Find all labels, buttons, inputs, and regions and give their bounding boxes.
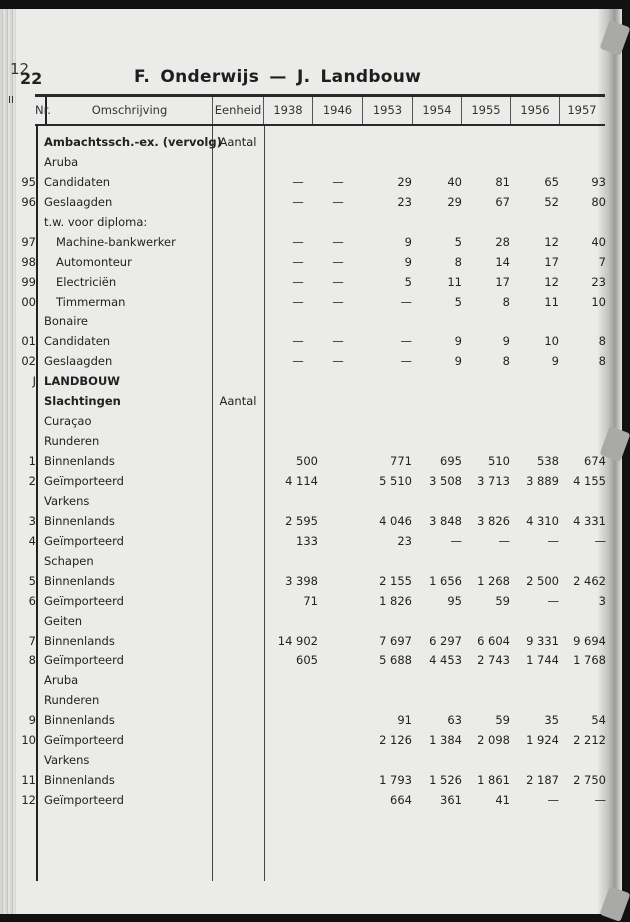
cell-1955: 1 861 bbox=[477, 773, 510, 788]
row-description: Binnenlands bbox=[44, 713, 115, 728]
cell-1938: 4 114 bbox=[285, 473, 318, 488]
cell-1938: 71 bbox=[303, 593, 318, 608]
cell-1938: — bbox=[292, 234, 304, 249]
row-number: 3 bbox=[28, 513, 36, 528]
row-description: Bonaire bbox=[44, 314, 89, 329]
cell-1957: 674 bbox=[584, 454, 606, 469]
cell-1953: 23 bbox=[397, 194, 412, 209]
header-year-1957: 1957 bbox=[567, 103, 597, 117]
table-row bbox=[0, 451, 612, 471]
cell-1954: 29 bbox=[447, 194, 462, 209]
cell-1956: 4 310 bbox=[526, 513, 559, 528]
cell-1946: — bbox=[332, 194, 344, 209]
table-row bbox=[0, 152, 612, 172]
cell-1954: 6 297 bbox=[429, 633, 462, 648]
row-number: 96 bbox=[21, 194, 36, 209]
cell-1956: 17 bbox=[544, 254, 559, 269]
table-row bbox=[0, 192, 612, 212]
row-description: Aruba bbox=[44, 673, 79, 688]
row-description: Geïmporteerd bbox=[44, 533, 124, 548]
row-description: Binnenlands bbox=[44, 513, 115, 528]
row-description: Geslaagden bbox=[44, 354, 113, 369]
cell-1953: 5 bbox=[404, 274, 412, 289]
cell-1954: 95 bbox=[447, 593, 462, 608]
row-description: Slachtingen bbox=[44, 394, 121, 409]
table-row bbox=[0, 252, 612, 272]
row-description: Varkens bbox=[44, 753, 90, 768]
cell-1954: 63 bbox=[447, 713, 462, 728]
cell-1955: 3 713 bbox=[477, 473, 510, 488]
cell-1955: 28 bbox=[495, 234, 510, 249]
cell-1946: — bbox=[332, 174, 344, 189]
cell-1938: — bbox=[292, 334, 304, 349]
row-description: Varkens bbox=[44, 493, 90, 508]
cell-1938: 3 398 bbox=[285, 573, 318, 588]
row-number: 98 bbox=[21, 254, 36, 269]
row-description: Machine-bankwerker bbox=[56, 234, 176, 249]
row-number: 01 bbox=[21, 334, 36, 349]
table-row bbox=[0, 391, 612, 411]
cell-1938: 605 bbox=[296, 653, 318, 668]
table-row bbox=[0, 790, 612, 810]
row-number: 10 bbox=[21, 733, 36, 748]
cell-1938: 14 902 bbox=[277, 633, 318, 648]
cell-1957: 93 bbox=[591, 174, 606, 189]
row-description: Geïmporteerd bbox=[44, 473, 124, 488]
cell-1957: 2 750 bbox=[573, 773, 606, 788]
cell-1954: 361 bbox=[440, 793, 462, 808]
cell-1955: 8 bbox=[502, 294, 510, 309]
cell-1957: 2 212 bbox=[573, 733, 606, 748]
cell-1956: 11 bbox=[544, 294, 559, 309]
table-row bbox=[0, 471, 612, 491]
cell-1954: 5 bbox=[454, 294, 462, 309]
row-number: 1 bbox=[28, 454, 36, 469]
cell-1955: 81 bbox=[495, 174, 510, 189]
cell-1957: 54 bbox=[591, 713, 606, 728]
row-description: Geiten bbox=[44, 613, 83, 628]
table-row bbox=[0, 172, 612, 192]
row-number: 2 bbox=[28, 473, 36, 488]
cell-1955: 2 743 bbox=[477, 653, 510, 668]
row-description: Geslaagden bbox=[44, 194, 113, 209]
cell-1954: 695 bbox=[440, 454, 462, 469]
row-description: Binnenlands bbox=[44, 454, 115, 469]
cell-1954: 1 526 bbox=[429, 773, 462, 788]
table-header-row bbox=[0, 97, 612, 124]
cell-1955: 17 bbox=[495, 274, 510, 289]
cell-1946: — bbox=[332, 274, 344, 289]
cell-1938: — bbox=[292, 254, 304, 269]
row-number: 6 bbox=[28, 593, 36, 608]
row-number: 9 bbox=[28, 713, 36, 728]
cell-1955: 67 bbox=[495, 194, 510, 209]
cell-1938: 500 bbox=[296, 454, 318, 469]
table-row bbox=[0, 132, 612, 152]
row-number: 97 bbox=[21, 234, 36, 249]
cell-1954: 11 bbox=[447, 274, 462, 289]
document-page bbox=[0, 9, 612, 914]
cell-1955: 59 bbox=[495, 713, 510, 728]
cell-1953: 7 697 bbox=[379, 633, 412, 648]
cell-1946: — bbox=[332, 254, 344, 269]
row-number: 95 bbox=[21, 174, 36, 189]
header-nr: Nr. bbox=[35, 97, 47, 124]
cell-1956: 35 bbox=[544, 713, 559, 728]
cell-1953: 5 510 bbox=[379, 473, 412, 488]
cell-1956: 1 744 bbox=[526, 653, 559, 668]
cell-1938: — bbox=[292, 194, 304, 209]
cell-1954: 3 848 bbox=[429, 513, 462, 528]
cell-1956: 12 bbox=[544, 234, 559, 249]
handwritten-margin-note-2: II bbox=[8, 95, 14, 106]
row-number: 00 bbox=[21, 294, 36, 309]
table-row bbox=[0, 351, 612, 371]
row-description: Geïmporteerd bbox=[44, 793, 124, 808]
table-row bbox=[0, 631, 612, 651]
cell-1957: 3 bbox=[598, 593, 606, 608]
cell-1955: 41 bbox=[495, 793, 510, 808]
cell-1954: 5 bbox=[454, 234, 462, 249]
cell-1953: — bbox=[400, 354, 412, 369]
page-number: 22 bbox=[20, 69, 43, 88]
row-unit: Aantal bbox=[219, 394, 257, 409]
cell-1957: 4 155 bbox=[573, 473, 606, 488]
cell-1955: 510 bbox=[488, 454, 510, 469]
table-row bbox=[0, 611, 612, 631]
cell-1953: 4 046 bbox=[379, 513, 412, 528]
row-number: 7 bbox=[28, 633, 36, 648]
cell-1953: 771 bbox=[390, 454, 412, 469]
cell-1954: 9 bbox=[454, 334, 462, 349]
row-number: 4 bbox=[28, 533, 36, 548]
cell-1956: — bbox=[547, 793, 559, 808]
header-year-1955: 1955 bbox=[462, 97, 511, 124]
table-header-rule bbox=[35, 124, 605, 126]
cell-1953: — bbox=[400, 334, 412, 349]
cell-1957: 4 331 bbox=[573, 513, 606, 528]
table-row bbox=[0, 650, 612, 670]
cell-1956: 12 bbox=[544, 274, 559, 289]
cell-1955: 8 bbox=[502, 354, 510, 369]
table-row bbox=[0, 212, 612, 232]
row-number: 02 bbox=[21, 354, 36, 369]
cell-1955: 59 bbox=[495, 593, 510, 608]
row-description: Timmerman bbox=[56, 294, 126, 309]
cell-1953: 23 bbox=[397, 533, 412, 548]
table-row bbox=[0, 411, 612, 431]
header-unit: Eenheid bbox=[213, 97, 264, 124]
row-description: Runderen bbox=[44, 693, 100, 708]
cell-1956: 2 500 bbox=[526, 573, 559, 588]
cell-1954: 1 656 bbox=[429, 573, 462, 588]
row-number: 8 bbox=[28, 653, 36, 668]
cell-1957: 80 bbox=[591, 194, 606, 209]
cell-1956: 52 bbox=[544, 194, 559, 209]
cell-1955: 3 826 bbox=[477, 513, 510, 528]
cell-1957: 8 bbox=[598, 354, 606, 369]
page-title: F. Onderwijs — J. Landbouw bbox=[134, 67, 422, 87]
cell-1957: 10 bbox=[591, 294, 606, 309]
cell-1957: 23 bbox=[591, 274, 606, 289]
cell-1957: — bbox=[594, 793, 606, 808]
table-row bbox=[0, 511, 612, 531]
table-row bbox=[0, 292, 612, 312]
row-description: Schapen bbox=[44, 553, 94, 568]
table-row bbox=[0, 531, 612, 551]
cell-1954: 4 453 bbox=[429, 653, 462, 668]
row-number: 99 bbox=[21, 274, 36, 289]
cell-1957: — bbox=[594, 533, 606, 548]
table-row bbox=[0, 750, 612, 770]
row-description: Candidaten bbox=[44, 334, 111, 349]
cell-1938: — bbox=[292, 174, 304, 189]
cell-1938: 2 595 bbox=[285, 513, 318, 528]
cell-1946: — bbox=[332, 234, 344, 249]
row-description: Curaçao bbox=[44, 414, 92, 429]
cell-1946: — bbox=[332, 294, 344, 309]
cell-1956: 538 bbox=[537, 454, 559, 469]
table-row bbox=[0, 371, 612, 391]
cell-1956: 2 187 bbox=[526, 773, 559, 788]
cell-1957: 9 694 bbox=[573, 633, 606, 648]
cell-1953: 1 826 bbox=[379, 593, 412, 608]
cell-1955: 6 604 bbox=[477, 633, 510, 648]
cell-1954: 8 bbox=[454, 254, 462, 269]
handwritten-margin-note: 12 bbox=[10, 60, 30, 78]
cell-1946: — bbox=[332, 334, 344, 349]
table-row bbox=[0, 591, 612, 611]
row-number: 12 bbox=[21, 793, 36, 808]
row-description: Binnenlands bbox=[44, 633, 115, 648]
row-description: Geïmporteerd bbox=[44, 653, 124, 668]
header-description: Omschrijving bbox=[47, 97, 213, 124]
row-description: Runderen bbox=[44, 434, 100, 449]
cell-1938: — bbox=[292, 354, 304, 369]
header-year-1953: 1953 bbox=[363, 97, 413, 124]
table-row bbox=[0, 710, 612, 730]
table-row bbox=[0, 770, 612, 790]
cell-1956: 10 bbox=[544, 334, 559, 349]
table-row bbox=[0, 730, 612, 750]
table-row bbox=[0, 670, 612, 690]
cell-1954: 9 bbox=[454, 354, 462, 369]
row-number: 11 bbox=[21, 773, 36, 788]
cell-1938: — bbox=[292, 294, 304, 309]
cell-1956: 1 924 bbox=[526, 733, 559, 748]
header-year-1956: 1956 bbox=[511, 97, 560, 124]
header-year-1938: 1938 bbox=[264, 97, 313, 124]
cell-1953: 2 126 bbox=[379, 733, 412, 748]
cell-1953: 2 155 bbox=[379, 573, 412, 588]
cell-1953: 29 bbox=[397, 174, 412, 189]
cell-1953: 1 793 bbox=[379, 773, 412, 788]
cell-1953: 9 bbox=[404, 234, 412, 249]
table-row bbox=[0, 571, 612, 591]
row-description: Geïmporteerd bbox=[44, 733, 124, 748]
table-row bbox=[0, 431, 612, 451]
cell-1955: 9 bbox=[502, 334, 510, 349]
cell-1956: 3 889 bbox=[526, 473, 559, 488]
cell-1946: — bbox=[332, 354, 344, 369]
cell-1938: 133 bbox=[296, 533, 318, 548]
cell-1957: 2 462 bbox=[573, 573, 606, 588]
row-description: Candidaten bbox=[44, 174, 111, 189]
table-row bbox=[0, 690, 612, 710]
cell-1955: 2 098 bbox=[477, 733, 510, 748]
row-number: J bbox=[32, 374, 36, 389]
cell-1956: — bbox=[547, 593, 559, 608]
row-description: Ambachtssch.-ex. (vervolg) bbox=[44, 135, 222, 149]
cell-1953: 664 bbox=[390, 793, 412, 808]
cell-1953: 5 688 bbox=[379, 653, 412, 668]
cell-1938: — bbox=[292, 274, 304, 289]
row-description: Electriciën bbox=[56, 274, 117, 289]
row-description: LANDBOUW bbox=[44, 374, 120, 389]
table-row bbox=[0, 232, 612, 252]
row-description: t.w. voor diploma: bbox=[44, 214, 148, 229]
cell-1956: — bbox=[547, 533, 559, 548]
table-row bbox=[0, 272, 612, 292]
cell-1954: 3 508 bbox=[429, 473, 462, 488]
table-row bbox=[0, 551, 612, 571]
cell-1957: 1 768 bbox=[573, 653, 606, 668]
cell-1953: 9 bbox=[404, 254, 412, 269]
cell-1957: 8 bbox=[598, 334, 606, 349]
header-year-1946: 1946 bbox=[313, 97, 363, 124]
row-description: Automonteur bbox=[56, 254, 132, 269]
row-description: Binnenlands bbox=[44, 773, 115, 788]
cell-1957: 7 bbox=[598, 254, 606, 269]
cell-1955: — bbox=[498, 533, 510, 548]
cell-1957: 40 bbox=[591, 234, 606, 249]
cell-1956: 9 bbox=[551, 354, 559, 369]
table-row bbox=[0, 311, 612, 331]
header-year-1954: 1954 bbox=[413, 97, 462, 124]
cell-1954: — bbox=[450, 533, 462, 548]
cell-1953: 91 bbox=[397, 713, 412, 728]
cell-1954: 40 bbox=[447, 174, 462, 189]
row-description: Aruba bbox=[44, 154, 79, 169]
cell-1956: 65 bbox=[544, 174, 559, 189]
cell-1953: — bbox=[400, 294, 412, 309]
row-number: 5 bbox=[28, 573, 36, 588]
row-description: Binnenlands bbox=[44, 573, 115, 588]
cell-1955: 14 bbox=[495, 254, 510, 269]
row-unit: Aantal bbox=[219, 135, 257, 149]
table-row bbox=[0, 331, 612, 351]
table-row bbox=[0, 491, 612, 511]
cell-1954: 1 384 bbox=[429, 733, 462, 748]
row-description: Geïmporteerd bbox=[44, 593, 124, 608]
cell-1956: 9 331 bbox=[526, 633, 559, 648]
cell-1955: 1 268 bbox=[477, 573, 510, 588]
